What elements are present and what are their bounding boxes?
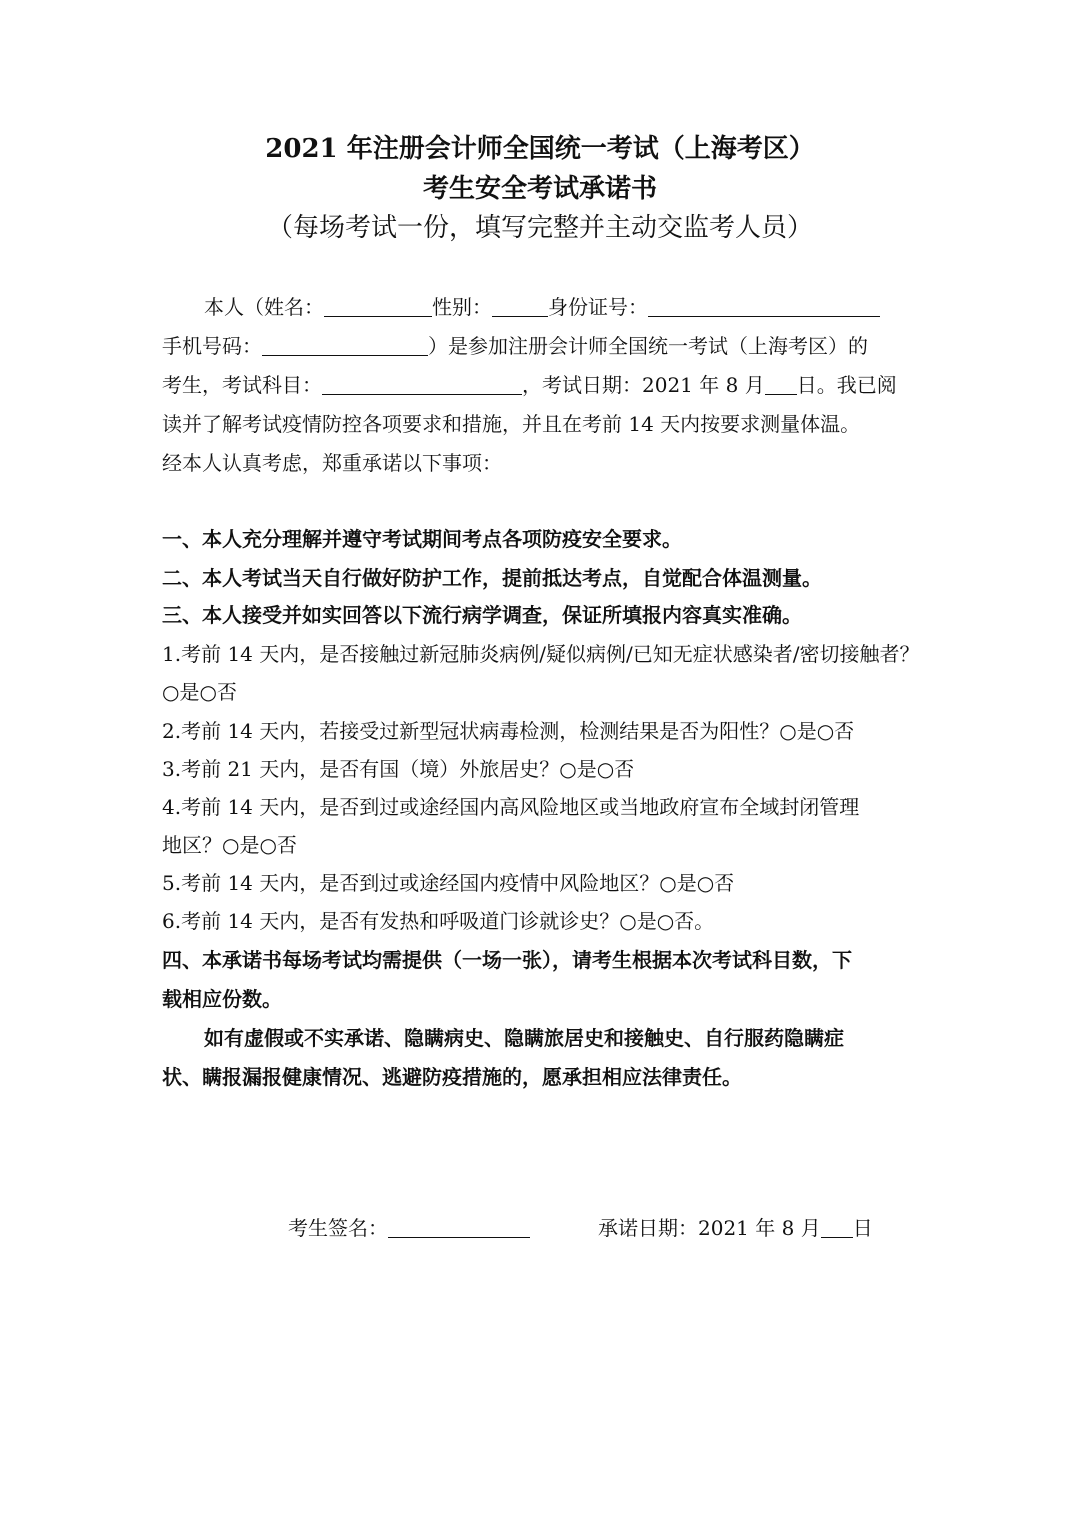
phone-field[interactable] bbox=[262, 335, 428, 356]
question-1-options[interactable]: ○是○否 bbox=[162, 680, 237, 704]
signature-field[interactable] bbox=[388, 1217, 530, 1238]
intro-line-2 bbox=[162, 332, 922, 360]
question-4-options[interactable]: 地区？○是○否 bbox=[162, 833, 297, 857]
intro-text-2: ）是参加注册会计师全国统一考试（上海考区）的 bbox=[428, 334, 868, 358]
exam-date-label: ，考试日期：2021 年 8 月 bbox=[522, 373, 765, 397]
document-title: 2021 年注册会计师全国统一考试（上海考区） bbox=[265, 134, 815, 164]
commitment-1: 一、本人充分理解并遵守考试期间考点各项防疫安全要求。 bbox=[162, 527, 682, 551]
phone-label: 手机号码： bbox=[162, 334, 262, 358]
gender-field[interactable] bbox=[492, 296, 548, 317]
commitment-4: 四、本承诺书每场考试均需提供（一场一张），请考生根据本次考试科目数，下 bbox=[162, 948, 852, 972]
question-1: 1.考前 14 天内，是否接触过新冠肺炎病例/疑似病例/已知无症状感染者/密切接触者？ bbox=[162, 642, 920, 666]
intro-line-3 bbox=[162, 371, 922, 399]
name-label: 本人（姓名： bbox=[204, 295, 324, 319]
closing-statement: 如有虚假或不实承诺、隐瞒病史、隐瞒旅居史和接触史、自行服药隐瞒症 bbox=[204, 1026, 844, 1050]
signature-label: 考生签名： bbox=[288, 1216, 388, 1240]
commitment-date-label: 承诺日期：2021 年 8 月 bbox=[598, 1216, 821, 1240]
gender-label: 性别： bbox=[432, 295, 492, 319]
question-5[interactable]: 5.考前 14 天内，是否到过或途经国内疫情中风险地区？○是○否 bbox=[162, 871, 735, 895]
day-suffix: 日 bbox=[852, 1216, 873, 1240]
intro-text-3: 日。我已阅 bbox=[796, 373, 897, 397]
name-field[interactable] bbox=[324, 296, 432, 317]
signature-block bbox=[288, 1214, 530, 1242]
question-3[interactable]: 3.考前 21 天内，是否有国（境）外旅居史？○是○否 bbox=[162, 757, 635, 781]
question-2[interactable]: 2.考前 14 天内，若接受过新型冠状病毒检测，检测结果是否为阳性？○是○否 bbox=[162, 719, 855, 743]
commitment-3: 三、本人接受并如实回答以下流行病学调查，保证所填报内容真实准确。 bbox=[162, 603, 802, 627]
question-4: 4.考前 14 天内，是否到过或途经国内高风险地区或当地政府宣布全域封闭管理 bbox=[162, 795, 860, 819]
intro-line-1 bbox=[204, 293, 964, 321]
subject-label: 考生，考试科目： bbox=[162, 373, 322, 397]
commitment-date-block bbox=[598, 1214, 873, 1242]
id-number-label: 身份证号： bbox=[548, 295, 648, 319]
document-note: （每场考试一份，填写完整并主动交监考人员） bbox=[266, 213, 813, 243]
question-6[interactable]: 6.考前 14 天内，是否有发热和呼吸道门诊就诊史？○是○否。 bbox=[162, 909, 715, 933]
id-number-field[interactable] bbox=[648, 296, 880, 317]
subject-field[interactable] bbox=[322, 374, 522, 395]
intro-line-5: 经本人认真考虑，郑重承诺以下事项： bbox=[162, 451, 502, 475]
intro-line-4: 读并了解考试疫情防控各项要求和措施，并且在考前 14 天内按要求测量体温。 bbox=[162, 412, 861, 436]
commitment-4-cont: 载相应份数。 bbox=[162, 987, 282, 1011]
closing-statement-cont: 状、瞒报漏报健康情况、逃避防疫措施的，愿承担相应法律责任。 bbox=[162, 1065, 742, 1089]
commitment-2: 二、本人考试当天自行做好防护工作，提前抵达考点，自觉配合体温测量。 bbox=[162, 566, 822, 590]
exam-day-field[interactable] bbox=[765, 374, 797, 395]
document-subtitle: 考生安全考试承诺书 bbox=[422, 174, 657, 204]
commitment-day-field[interactable] bbox=[821, 1217, 853, 1238]
